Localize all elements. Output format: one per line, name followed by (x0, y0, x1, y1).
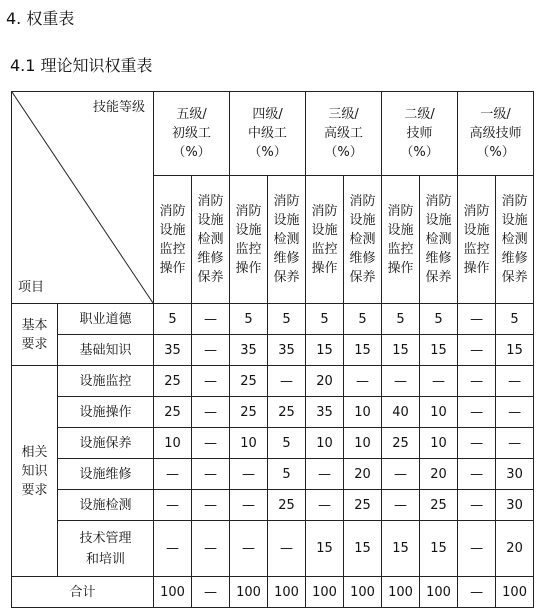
category-text: 要求 (21, 482, 48, 498)
subheader-monitoring-operation (154, 176, 192, 304)
table-row (12, 304, 534, 335)
level-header-text: 技师 (406, 126, 433, 141)
total-cell: 100 (306, 577, 344, 608)
weight-cell: 20 (344, 459, 382, 490)
subheader-text: 监控 (159, 241, 186, 257)
category-text: 知识 (21, 463, 48, 479)
row-item-text: 和培训 (85, 551, 125, 567)
row-item-label: 设施保养 (58, 428, 154, 459)
subheader-testing-maintenance (192, 176, 230, 304)
level-header-text: 四级/ (252, 107, 283, 122)
level-header-text: 高级技师 (469, 126, 522, 141)
weight-cell: 25 (268, 490, 306, 521)
weight-cell: 10 (154, 428, 192, 459)
weight-cell: — (496, 366, 534, 397)
subheader-text: 设施 (311, 222, 338, 238)
subheader-text: 检测 (425, 232, 452, 247)
weight-cell: — (192, 366, 230, 397)
subheader-text: 检测 (501, 232, 528, 247)
total-cell: 100 (268, 577, 306, 608)
subheader-text: 维修 (197, 251, 224, 266)
subheader-text: 操作 (235, 260, 262, 276)
subheader-text: 维修 (501, 251, 528, 266)
subheader-text: 设施 (463, 222, 490, 238)
row-item-label: 设施维修 (58, 459, 154, 490)
category-text: 要求 (21, 336, 48, 352)
subheader-text: 消防 (159, 203, 186, 219)
weight-cell: 5 (268, 459, 306, 490)
table-row (12, 335, 534, 366)
subheader-testing-maintenance (420, 176, 458, 304)
weight-cell: 5 (344, 304, 382, 335)
weight-cell: 15 (344, 521, 382, 577)
row-item-label: 职业道德 (58, 304, 154, 335)
subheader-text: 检测 (349, 232, 376, 247)
weight-cell: 15 (420, 521, 458, 577)
table-row (12, 366, 534, 397)
weight-cell: 30 (496, 459, 534, 490)
weight-cell: 10 (420, 397, 458, 428)
subheader-monitoring-operation (306, 176, 344, 304)
subheader-testing-maintenance (268, 176, 306, 304)
weight-cell: 10 (306, 428, 344, 459)
level-header-1 (154, 92, 230, 176)
subheader-monitoring-operation (230, 176, 268, 304)
subheader-text: 消防 (387, 203, 414, 219)
diagonal-line (12, 92, 153, 303)
weight-cell: — (192, 459, 230, 490)
weight-cell: 25 (268, 397, 306, 428)
weight-cell: 5 (306, 304, 344, 335)
weight-cell: — (192, 428, 230, 459)
row-item-label: 设施操作 (58, 397, 154, 428)
level-header-text: 二级/ (404, 107, 435, 122)
weight-cell: — (192, 490, 230, 521)
subheader-text: 保养 (197, 270, 224, 285)
weight-cell: 5 (382, 304, 420, 335)
subheader-text: 操作 (159, 260, 186, 276)
weight-cell: 35 (268, 335, 306, 366)
level-header-text: （%） (172, 145, 211, 160)
level-header-text: （%） (248, 145, 287, 160)
weight-cell: 20 (496, 521, 534, 577)
weight-cell: — (420, 366, 458, 397)
subheader-text: 消防 (273, 194, 300, 209)
subheader-text: 设施 (235, 222, 262, 238)
subheader-text: 维修 (273, 251, 300, 266)
weight-cell: 25 (230, 397, 268, 428)
subheader-text: 设施 (501, 213, 528, 228)
level-header-text: （%） (476, 145, 515, 160)
subheader-text: 设施 (425, 213, 452, 228)
weight-cell: — (268, 521, 306, 577)
level-header-4 (382, 92, 458, 176)
weight-cell: 25 (230, 366, 268, 397)
weight-cell: — (496, 397, 534, 428)
subheader-text: 消防 (425, 194, 452, 209)
weight-cell: — (192, 397, 230, 428)
total-row (12, 577, 534, 608)
category-related-knowledge (12, 366, 58, 577)
level-header-text: 三级/ (328, 107, 359, 122)
subheader-text: 设施 (387, 222, 414, 238)
weight-cell: 10 (420, 428, 458, 459)
item-label: 项目 (18, 280, 45, 295)
table-row (12, 397, 534, 428)
weight-cell: 35 (154, 335, 192, 366)
subheader-monitoring-operation (382, 176, 420, 304)
category-text: 基本 (21, 317, 48, 333)
table-row (12, 428, 534, 459)
table-row (12, 459, 534, 490)
weight-cell: 20 (306, 366, 344, 397)
level-header-3 (306, 92, 382, 176)
subheader-text: 消防 (463, 203, 490, 219)
section-heading: 4. 权重表 (6, 9, 75, 28)
weight-cell: — (154, 490, 192, 521)
weight-cell: — (306, 490, 344, 521)
weight-cell: 30 (496, 490, 534, 521)
weight-cell: — (458, 459, 496, 490)
subheader-text: 操作 (463, 260, 490, 276)
weight-cell: 25 (382, 428, 420, 459)
skill-level-label: 技能等级 (92, 100, 145, 115)
subheader-text: 保养 (501, 270, 528, 285)
weight-cell: — (306, 459, 344, 490)
diagonal-header-cell (12, 92, 154, 304)
weight-cell: 5 (230, 304, 268, 335)
subheader-text: 检测 (197, 232, 224, 247)
weight-cell: 10 (230, 428, 268, 459)
level-header-5 (458, 92, 534, 176)
weight-cell: — (192, 335, 230, 366)
total-cell: 100 (382, 577, 420, 608)
weight-cell: 25 (420, 490, 458, 521)
subheader-text: 检测 (273, 232, 300, 247)
weight-cell: 5 (268, 428, 306, 459)
total-cell: — (458, 577, 496, 608)
subheader-testing-maintenance (496, 176, 534, 304)
weight-cell: — (458, 335, 496, 366)
level-header-row (12, 92, 534, 176)
weight-cell: — (458, 428, 496, 459)
subheader-text: 消防 (501, 194, 528, 209)
total-label: 合计 (12, 577, 154, 608)
subheader-text: 监控 (463, 241, 490, 257)
weight-cell: — (458, 521, 496, 577)
subheader-text: 保养 (349, 270, 376, 285)
weight-cell: — (382, 459, 420, 490)
table-row (12, 521, 534, 577)
total-cell: — (192, 577, 230, 608)
subheader-text: 保养 (425, 270, 452, 285)
weight-table (11, 91, 534, 608)
weight-cell: — (458, 304, 496, 335)
weight-cell: 25 (344, 490, 382, 521)
subheader-text: 设施 (349, 213, 376, 228)
weight-cell: 15 (344, 335, 382, 366)
weight-cell: — (230, 490, 268, 521)
subheader-text: 监控 (387, 241, 414, 257)
weight-cell: — (382, 366, 420, 397)
weight-cell: — (154, 459, 192, 490)
row-item-text: 技术管理 (79, 530, 132, 546)
category-text: 相关 (21, 444, 48, 460)
weight-cell: — (230, 459, 268, 490)
subheader-text: 监控 (311, 241, 338, 257)
total-cell: 100 (154, 577, 192, 608)
weight-cell: — (458, 490, 496, 521)
level-header-text: （%） (324, 145, 363, 160)
total-cell: 100 (344, 577, 382, 608)
table-row (12, 490, 534, 521)
level-header-2 (230, 92, 306, 176)
weight-cell: 15 (306, 335, 344, 366)
total-cell: 100 (496, 577, 534, 608)
weight-cell: 5 (268, 304, 306, 335)
weight-cell: 35 (230, 335, 268, 366)
weight-cell: 15 (420, 335, 458, 366)
weight-cell: 35 (306, 397, 344, 428)
subheader-text: 消防 (349, 194, 376, 209)
subheader-text: 维修 (349, 251, 376, 266)
row-item-label: 基础知识 (58, 335, 154, 366)
subheader-text: 操作 (387, 260, 414, 276)
subheader-text: 设施 (159, 222, 186, 238)
level-header-text: 初级工 (172, 126, 212, 141)
level-header-text: 五级/ (176, 107, 207, 122)
weight-cell: — (192, 521, 230, 577)
weight-cell: 20 (420, 459, 458, 490)
weight-cell: 10 (344, 397, 382, 428)
weight-cell: 15 (382, 335, 420, 366)
subheader-text: 设施 (273, 213, 300, 228)
weight-cell: 25 (154, 397, 192, 428)
subheader-text: 维修 (425, 251, 452, 266)
category-basic-requirements (12, 304, 58, 366)
weight-cell: — (192, 304, 230, 335)
subheader-text: 操作 (311, 260, 338, 276)
subheader-text: 监控 (235, 241, 262, 257)
level-header-text: 中级工 (248, 126, 288, 141)
weight-cell: 15 (496, 335, 534, 366)
subsection-heading: 4.1 理论知识权重表 (10, 56, 153, 75)
subheader-text: 设施 (197, 213, 224, 228)
weight-cell: 5 (496, 304, 534, 335)
level-header-text: （%） (400, 145, 439, 160)
row-item-label (58, 521, 154, 577)
weight-cell: 40 (382, 397, 420, 428)
weight-cell: 15 (306, 521, 344, 577)
subheader-testing-maintenance (344, 176, 382, 304)
weight-cell: — (344, 366, 382, 397)
subheader-text: 消防 (197, 194, 224, 209)
weight-cell: 15 (382, 521, 420, 577)
weight-cell: — (382, 490, 420, 521)
level-header-text: 一级/ (480, 107, 511, 122)
subheader-text: 消防 (235, 203, 262, 219)
total-cell: 100 (420, 577, 458, 608)
weight-cell: — (458, 397, 496, 428)
weight-cell: 25 (154, 366, 192, 397)
weight-cell: — (458, 366, 496, 397)
row-item-label: 设施检测 (58, 490, 154, 521)
weight-cell: 5 (154, 304, 192, 335)
weight-cell: — (496, 428, 534, 459)
subheader-monitoring-operation (458, 176, 496, 304)
subheader-text: 消防 (311, 203, 338, 219)
subheader-text: 保养 (273, 270, 300, 285)
weight-cell: — (154, 521, 192, 577)
weight-cell: 10 (344, 428, 382, 459)
level-header-text: 高级工 (324, 126, 364, 141)
weight-cell: — (230, 521, 268, 577)
row-item-label: 设施监控 (58, 366, 154, 397)
weight-cell: 5 (420, 304, 458, 335)
total-cell: 100 (230, 577, 268, 608)
weight-cell: — (268, 366, 306, 397)
